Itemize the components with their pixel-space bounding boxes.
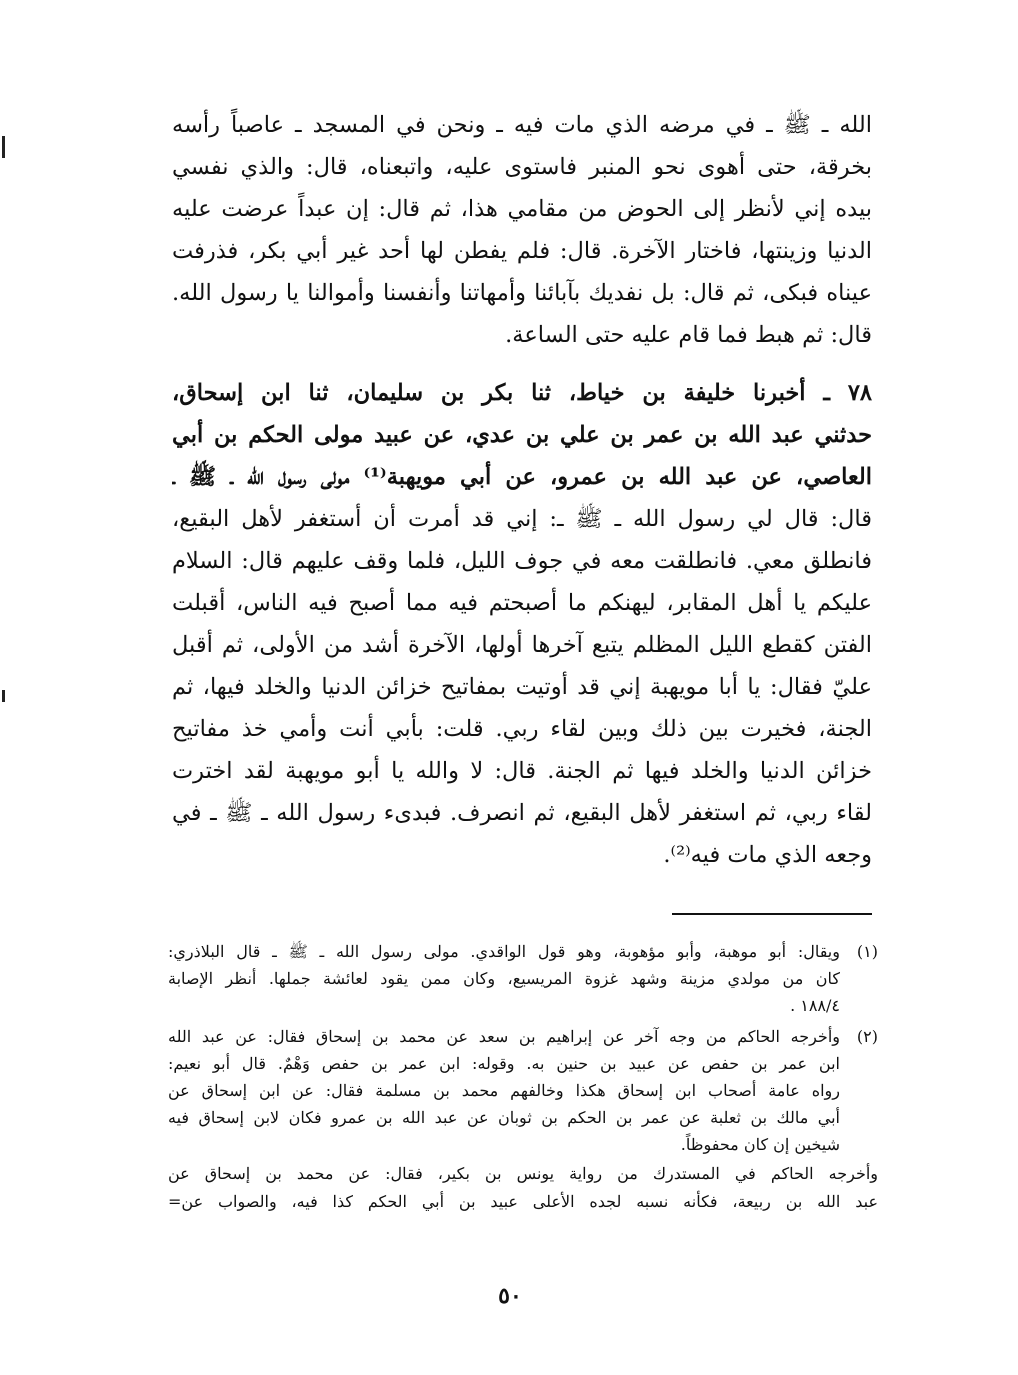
scan-edge-mark [2,136,5,158]
footnote-line: وأخرجه الحاكم من وجه آخر عن إبراهيم بن سعد عن محمد بن إسحاق فقال: عن عبد الله [168,1027,840,1046]
text-line: عيناه فبكى، ثم قال: بل نفديك بآبائنا وأمهاتنا وأنفسنا وأموالنا يا رسول الله. [172,280,872,306]
page-number: ٥٠ [498,1283,522,1309]
footnote-line: رواه عامة أصحاب ابن إسحاق هكذا وخالفهم محمد بن مسلمة فقال: عن ابن إسحاق عن [168,1081,840,1100]
text-line: وجعه الذي مات فيه⁽²⁾. [663,842,872,868]
footnote-1 [168,938,878,1019]
footnote-line: ١٨٨/٤ . [790,996,840,1015]
text-line: بخرقة، حتى أهوى نحو المنبر فاستوى عليه، واتبعناه، قال: والذي نفسي [172,154,872,180]
text-line: بيده إني لأنظر إلى الحوض من مقامي هذا، ثم قال: إن عبداً عرضت عليه [172,196,872,222]
text-line: لقاء ربي، ثم استغفر لأهل البقيع، ثم انصرف. فبدىء رسول الله ـ ﷺ ـ في [172,800,872,826]
text-line: خزائن الدنيا والخلد فيها ثم الجنة. قال: لا والله يا أبو مويهبة لقد اخترت [172,758,872,784]
text-line: الدنيا وزينتها، فاختار الآخرة. قال: فلم يفطن لها أحد غير أبي بكر، فذرفت [172,238,872,264]
text-line: عليّ فقال: يا أبا مويهبة إني قد أوتيت بمفاتيح خزائن الدنيا والخلد فيها، ثم [172,674,872,700]
text-line: قال: ثم هبط فما قام عليه حتى الساعة. [505,322,872,348]
text-line: الفتن كقطع الليل المظلم يتبع آخرها أولها، الآخرة أشد من الأولى، ثم أقبل [172,632,872,658]
text-line: الله ـ ﷺ ـ في مرضه الذي مات فيه ـ ونحن في المسجد ـ عاصباً رأسه [172,112,872,138]
footnote-2 [168,1023,878,1158]
footnote-number: (١) [856,942,878,961]
intro-paragraph [172,104,872,356]
footnote-line: ويقال: أبو موهبة، وأبو مؤهوبة، وهو قول الواقدي. مولى رسول الله ـ ﷺ ـ قال البلاذري: [168,942,840,961]
footnote-line: عبد الله بن ربيعة، فكأنه نسبه لجده الأعلى عبيد بن أبي الحكم كذا فيه، والصواب عن= [168,1192,878,1211]
footnote-line: كان من مولدي مزينة وشهد غزوة المريسيع، وكان ممن يقود لعائشة جملها. أنظر الإصابة [168,969,840,988]
text-line: الجنة، فخيرت بين ذلك وبين لقاء ربي. قلت: بأبي أنت وأمي خذ مفاتيح [172,716,872,742]
footnote-continuation [168,1160,878,1216]
footnote-line: شيخين إن كان محفوظاً. [680,1135,840,1154]
text-line: عليكم يا أهل المقابر، ليهنكم ما أصبحتم فيه مما أصبح فيه الناس، أقبلت [172,590,872,616]
text-line: فانطلق معي. فانطلقت معه في جوف الليل، فلما وقف عليهم قال: السلام [172,548,872,574]
text-line: قال: قال لي رسول الله ـ ﷺ ـ: إني قد أمرت أن أستغفر لأهل البقيع، [172,506,872,532]
isnad-line: حدثني عبد الله بن عمر بن علي بن عدي، عن عبيد مولى الحكم بن أبي [172,422,872,448]
footnotes [168,938,878,1216]
footnote-line: وأخرجه الحاكم في المستدرك من رواية يونس بن بكير، فقال: عن محمد بن إسحاق عن [168,1164,878,1183]
footnote-number: (٢) [856,1027,878,1046]
isnad-line: العاصي، عن عبد الله بن عمرو، عن أبي مويهبة⁽¹⁾ مولى رسول الله ـ ﷺ ـ [172,464,872,490]
footnote-separator [672,913,872,915]
isnad-line: ٧٨ ـ أخبرنا خليفة بن خياط، ثنا بكر بن سليمان، ثنا ابن إسحاق، [172,380,872,406]
scan-edge-mark [2,690,5,702]
footnote-line: أبي مالك بن ثعلبة عن عمر بن الحكم بن ثوبان عن عبد الله بن عمرو فكان لابن إسحاق فيه [168,1108,840,1127]
hadith-78-paragraph [172,372,872,876]
footnote-line: ابن عمر بن حفص عن عبيد بن حنين به. وقوله: ابن عمر بن حفص وَهْمٌ. قال أبو نعيم: [168,1054,840,1073]
